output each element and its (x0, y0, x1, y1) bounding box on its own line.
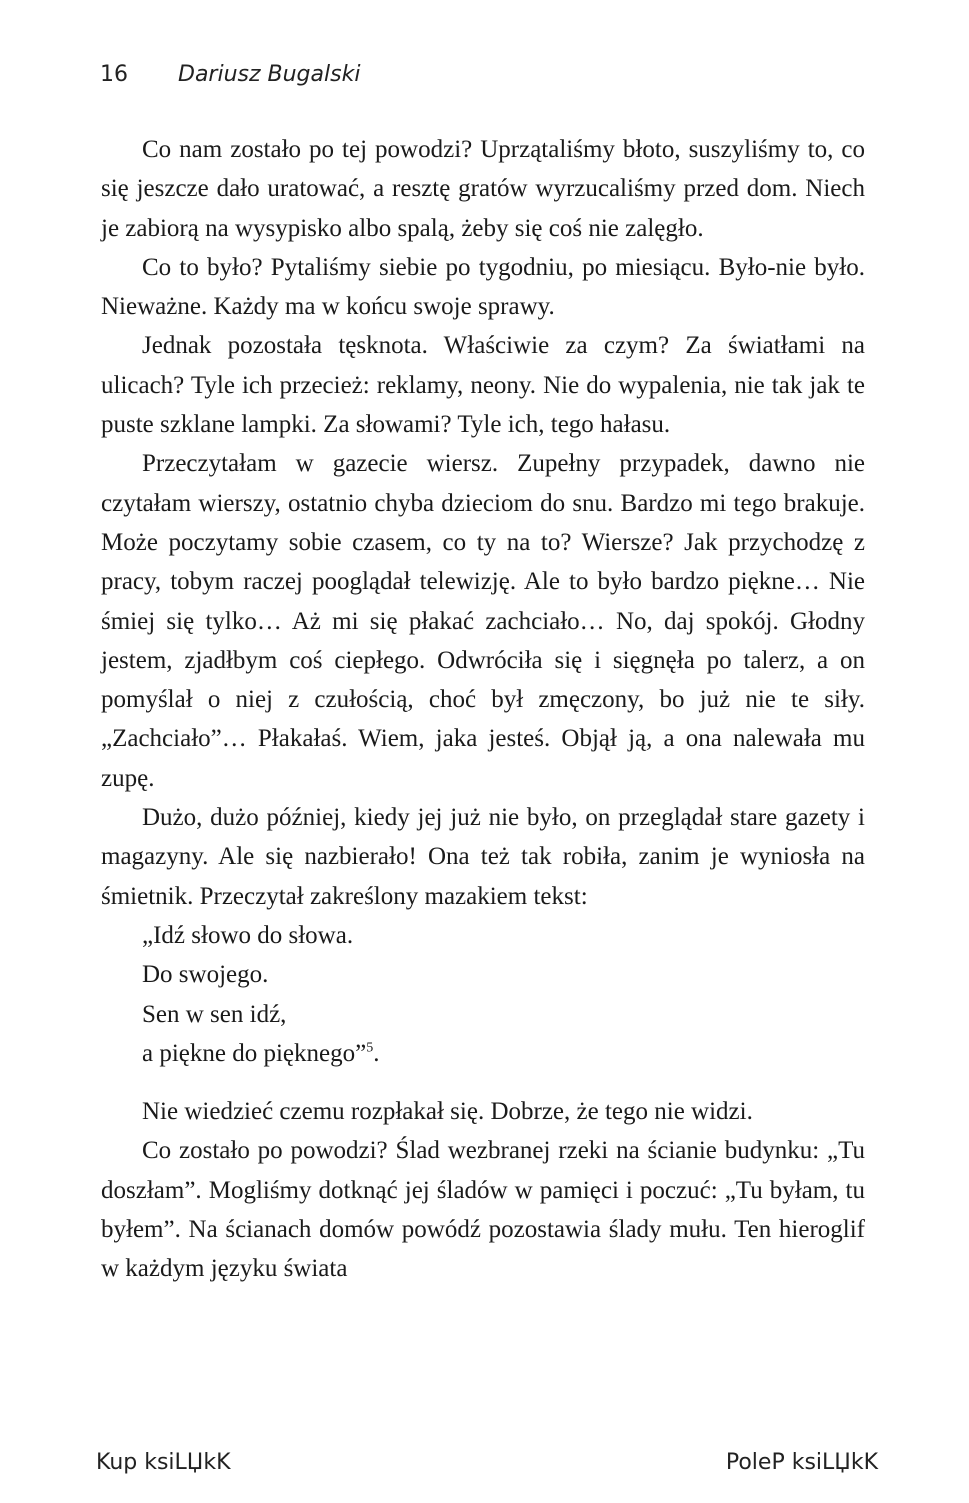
footnote-marker[interactable]: 5 (366, 1040, 374, 1056)
page-header (100, 62, 360, 87)
author-name: Dariusz Bugalski (178, 62, 361, 87)
paragraph: Nie wiedzieć czemu rozpłakał się. Dobrze, że tego nie widzi. (142, 1098, 753, 1126)
paragraph: Co to było? Pytaliśmy siebie po tygodniu, po miesiącu. Było-nie było. Nieważne. Każdy ma w końcu swoje sprawy. (101, 253, 865, 321)
page-footer (96, 1450, 878, 1475)
poem-line: a piękne do pięknego” (142, 1039, 367, 1067)
recommend-book-link[interactable]: PoleP ksiLЏkK (725, 1450, 878, 1475)
paragraph: Co zostało po powodzi? Ślad wezbranej rzeki na ścianie budynku: „Tu doszłam”. Mogliśmy dotknąć jej śladów w pamięci i poczuć: „Tu byłam, tu byłem”. Na ścianach domów powódź pozostawia ślady mułu. Ten hieroglif w każdym języku świata (101, 1137, 865, 1283)
poem-line-last (142, 1034, 865, 1073)
buy-book-link[interactable]: Kup ksiLЏkK (96, 1450, 231, 1475)
body-text (101, 130, 865, 1289)
poem-quote (142, 916, 865, 1073)
paragraph: Co nam zostało po tej powodzi? Uprzątaliśmy błoto, suszyliśmy to, co się jeszcze dało uratować, a resztę gratów wyrzucaliśmy przed dom. Niech je zabiorą na wysypisko albo spalą, żeby się coś nie zalęgło. (101, 136, 865, 242)
paragraph: Przeczytałam w gazecie wiersz. Zupełny przypadek, dawno nie czytałam wierszy, ostatnio chyba dzieciom do snu. Bardzo mi tego brakuje. Może poczytamy sobie czasem, co ty na to? Wiersze? Jak przychodzę z pracy, tobym raczej pooglądał telewizję. Ale to było bardzo piękne… Nie śmiej się tylko… Aż mi się płakać zachciało… No, daj spokój. Głodny jestem, zjadłbym coś ciepłego. Odwróciła się i sięgnęła po talerz, a on pomyślał o niej z czułością, choć był zmęczony, bo już nie te siły. „Zachciało”… Płakałaś. Wiem, jaka jesteś. Objął ją, a ona nalewała mu zupę. (101, 450, 865, 792)
poem-line: „Idź słowo do słowa. (142, 921, 354, 949)
paragraph: Dużo, dużo później, kiedy jej już nie było, on przeglądał stare gazety i magazyny. Ale się nazbierało! Ona też tak robiła, zanim je wyniosła na śmietnik. Przeczytał zakreślony mazakiem tekst: (101, 804, 865, 910)
paragraph: Jednak pozostała tęsknota. Właściwie za czym? Za światłami na ulicach? Tyle ich przecież: reklamy, neony. Nie do wypalenia, nie tak jak te puste szklane lampki. Za słowami? Tyle ich, tego hałasu. (101, 332, 865, 439)
poem-line: Sen w sen idź, (142, 1000, 287, 1028)
poem-line: Do swojego. (142, 961, 269, 989)
page-number: 16 (100, 62, 128, 87)
poem-closing: . (373, 1039, 380, 1067)
